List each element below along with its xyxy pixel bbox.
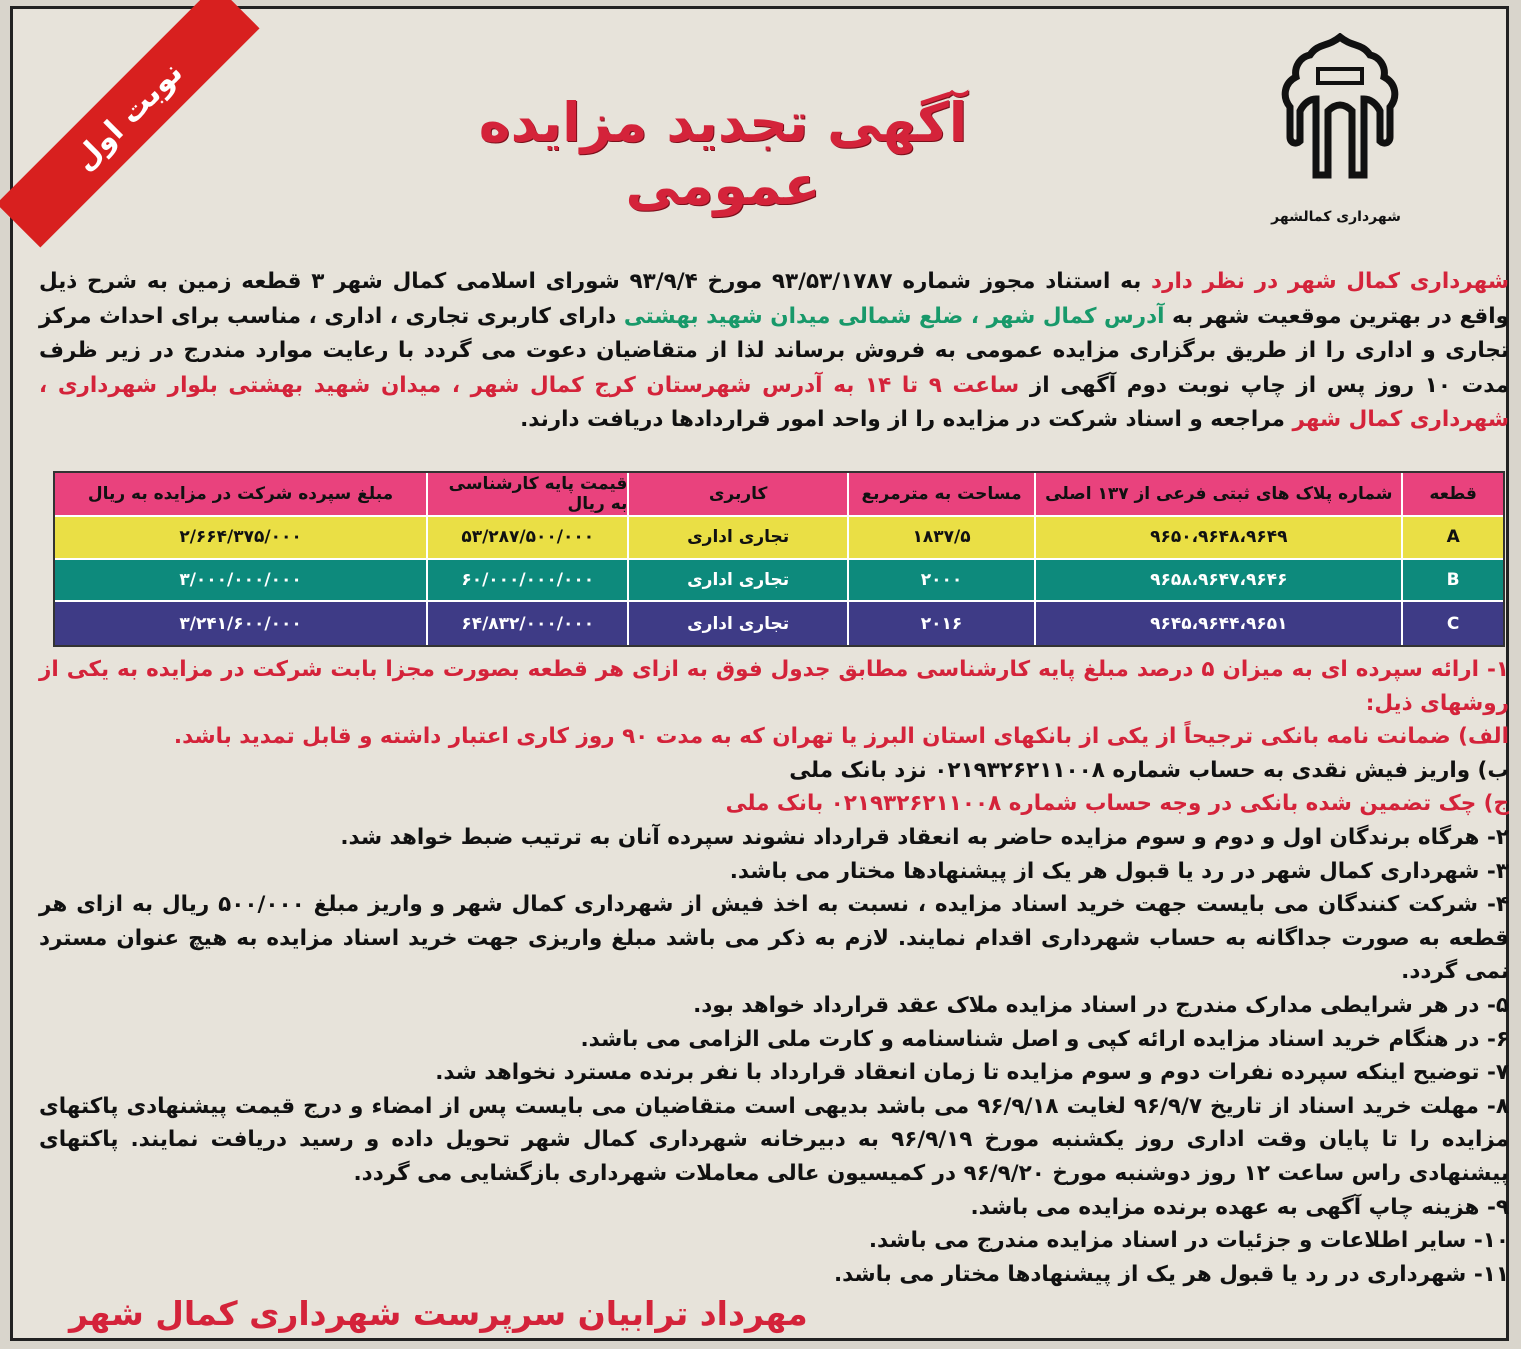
cell-base-price: ۶۰/۰۰۰/۰۰۰/۰۰۰	[426, 560, 627, 601]
header-lot: قطعه	[1401, 473, 1503, 515]
condition-10: ۱۰- سایر اطلاعات و جزئیات در اسناد مزایده مندرج می باشد.	[868, 1228, 1509, 1254]
table-header-row	[55, 473, 1503, 517]
cell-area: ۲۰۰۰	[847, 560, 1034, 601]
header-plates: شماره پلاک های ثبتی فرعی از ۱۳۷ اصلی	[1034, 473, 1401, 515]
cell-plates: ۹۶۵۰،۹۶۴۸،۹۶۴۹	[1034, 517, 1401, 558]
intro-paragraph	[39, 265, 1509, 438]
first-round-ribbon	[0, 0, 260, 248]
cell-area: ۱۸۳۷/۵	[847, 517, 1034, 558]
condition-1b: ب) واریز فیش نقدی به حساب شماره ۰۲۱۹۳۲۶۲۱۱۰۰۸ نزد بانک ملی	[789, 757, 1509, 783]
condition-4: ۴- شرکت کنندگان می بایست جهت خرید اسناد مزایده ، نسبت به اخذ فیش از شهرداری کمال شهر و واریز مبلغ ۵۰۰/۰۰۰ ریال به ازای هر قطعه به صورت جداگانه به حساب شهرداری اقدام نمایند. لازم به ذکر می باشد مبلغ واریزی جهت خرید اسناد مزایده به هیچ عنوان مسترد نمی گردد.	[39, 892, 1509, 985]
cell-lot: C	[1401, 602, 1503, 645]
cell-plates: ۹۶۵۸،۹۶۴۷،۹۶۴۶	[1034, 560, 1401, 601]
cell-lot: A	[1401, 517, 1503, 558]
condition-1a: الف) ضمانت نامه بانکی ترجیحاً از یکی از بانکهای استان البرز یا تهران که به مدت ۹۰ روز کاری اعتبار داشته و قابل تمدید باشد.	[173, 724, 1509, 750]
intro-text-1: به استناد مجوز شماره ۹۳/۵۳/۱۷۸۷ مورخ ۹۳/۹/۴ شورای اسلامی کمال شهر ۳ قطعه زمین به شرح ذیل واقع در بهترین موقعیت شهر به	[39, 269, 1509, 329]
ribbon-label: نوبت اول	[66, 54, 190, 178]
intro-text-3: مراجعه و اسناد شرکت در مزایده را از واحد امور قراردادها دریافت دارند.	[520, 407, 1293, 433]
cell-usage: تجاری اداری	[627, 517, 846, 558]
condition-5: ۵- در هر شرایطی مدارک مندرج در اسناد مزایده ملاک عقد قرارداد خواهد بود.	[693, 992, 1509, 1018]
cell-deposit: ۳/۲۴۱/۶۰۰/۰۰۰	[179, 613, 302, 634]
condition-7: ۷- توضیح اینکه سپرده نفرات دوم و سوم مزایده تا زمان انعقاد قرارداد با نفر برنده مسترد نخواهد شد.	[435, 1060, 1509, 1086]
cell-area: ۲۰۱۶	[847, 602, 1034, 645]
condition-2: ۲- هرگاه برندگان اول و دوم و سوم مزایده حاضر به انعقاد قرارداد نشوند سپرده آنان به ترتیب ضبط خواهد شد.	[340, 824, 1509, 850]
table-row	[55, 602, 1503, 645]
cell-base-price: ۵۳/۲۸۷/۵۰۰/۰۰۰	[426, 517, 627, 558]
table-row	[55, 560, 1503, 603]
condition-1c: ج) چک تضمین شده بانکی در وجه حساب شماره ۰۲۱۹۳۲۶۲۱۱۰۰۸ بانک ملی	[725, 791, 1509, 817]
municipality-emblem-icon	[1270, 33, 1410, 183]
intro-subject: شهرداری کمال شهر در نظر دارد	[1151, 269, 1509, 294]
intro-text-2: دارای کاربری تجاری ، اداری ، مناسب برای احداث مرکز تجاری و اداری را از طریق برگزاری مزایده عمومی به فروش برساند لذا از متقاضیان دعوت می گردد با رعایت موارد مندرج در زیر ظرف مدت ۱۰ روز پس از چاپ نوبت دوم آگهی از	[39, 303, 1509, 398]
signature: مهرداد ترابیان سرپرست شهرداری کمال شهر	[69, 1294, 808, 1333]
intro-land-address: آدرس کمال شهر ، ضلع شمالی میدان شهید بهشتی	[623, 303, 1165, 329]
conditions-list	[39, 653, 1509, 1291]
cell-plates: ۹۶۴۵،۹۶۴۴،۹۶۵۱	[1034, 602, 1401, 645]
cell-lot: B	[1401, 560, 1503, 601]
advertisement-page	[10, 6, 1509, 1341]
condition-6: ۶- در هنگام خرید اسناد مزایده ارائه کپی و اصل شناسنامه و کارت ملی الزامی می باشد.	[580, 1026, 1509, 1052]
lots-table	[53, 471, 1505, 647]
condition-3: ۳- شهرداری کمال شهر در رد یا قبول هر یک از پیشنهادها مختار می باشد.	[729, 858, 1509, 884]
header-usage: کاربری	[627, 473, 846, 515]
cell-usage: تجاری اداری	[627, 560, 846, 601]
header-deposit: مبلغ سپرده شرکت در مزایده به ریال	[87, 483, 394, 504]
cell-base-price: ۶۴/۸۳۲/۰۰۰/۰۰۰	[426, 602, 627, 645]
header-base-price: قیمت پایه کارشناسی به ریال	[426, 473, 627, 515]
logo-caption: شهرداری کمالشهر	[1271, 209, 1401, 225]
condition-1: ۱- ارائه سپرده ای به میزان ۵ درصد مبلغ پایه کارشناسی مطابق جدول فوق به ازای هر قطعه بصورت مجزا بابت شرکت در مزایده به یکی از روشهای ذیل:	[39, 657, 1510, 716]
condition-8: ۸- مهلت خرید اسناد از تاریخ ۹۶/۹/۷ لغایت ۹۶/۹/۱۸ می باشد بدیهی است متقاضیان می بایست پس از امضاء و درج قیمت پیشنهادی پاکتهای مزایده را تا پایان وقت اداری روز یکشنبه مورخ ۹۶/۹/۱۹ به دبیرخانه شهرداری کمال شهر تحویل داده و رسید دریافت نمایند. پاکتهای پیشنهادی راس ساعت ۱۲ روز دوشنبه مورخ ۹۶/۹/۲۰ در کمیسیون عالی معاملات شهرداری بازگشایی می گردد.	[39, 1093, 1509, 1186]
page-title: آگهی تجدید مزایده عمومی	[478, 91, 968, 217]
condition-11: ۱۱- شهرداری در رد یا قبول هر یک از پیشنهادها مختار می باشد.	[833, 1261, 1509, 1287]
cell-deposit: ۲/۶۶۴/۳۷۵/۰۰۰	[179, 527, 302, 548]
cell-deposit: ۳/۰۰۰/۰۰۰/۰۰۰	[179, 569, 302, 590]
table-row	[55, 517, 1503, 560]
cell-usage: تجاری اداری	[627, 602, 846, 645]
condition-9: ۹- هزینه چاپ آگهی به عهده برنده مزایده می باشد.	[970, 1194, 1509, 1220]
intro-office-address: ساعت ۹ تا ۱۴ به آدرس شهرستان کرج کمال شهر ، میدان شهید بهشتی بلوار شهرداری ، شهرداری کمال شهر	[39, 372, 1509, 433]
header-area: مساحت به مترمربع	[847, 473, 1034, 515]
